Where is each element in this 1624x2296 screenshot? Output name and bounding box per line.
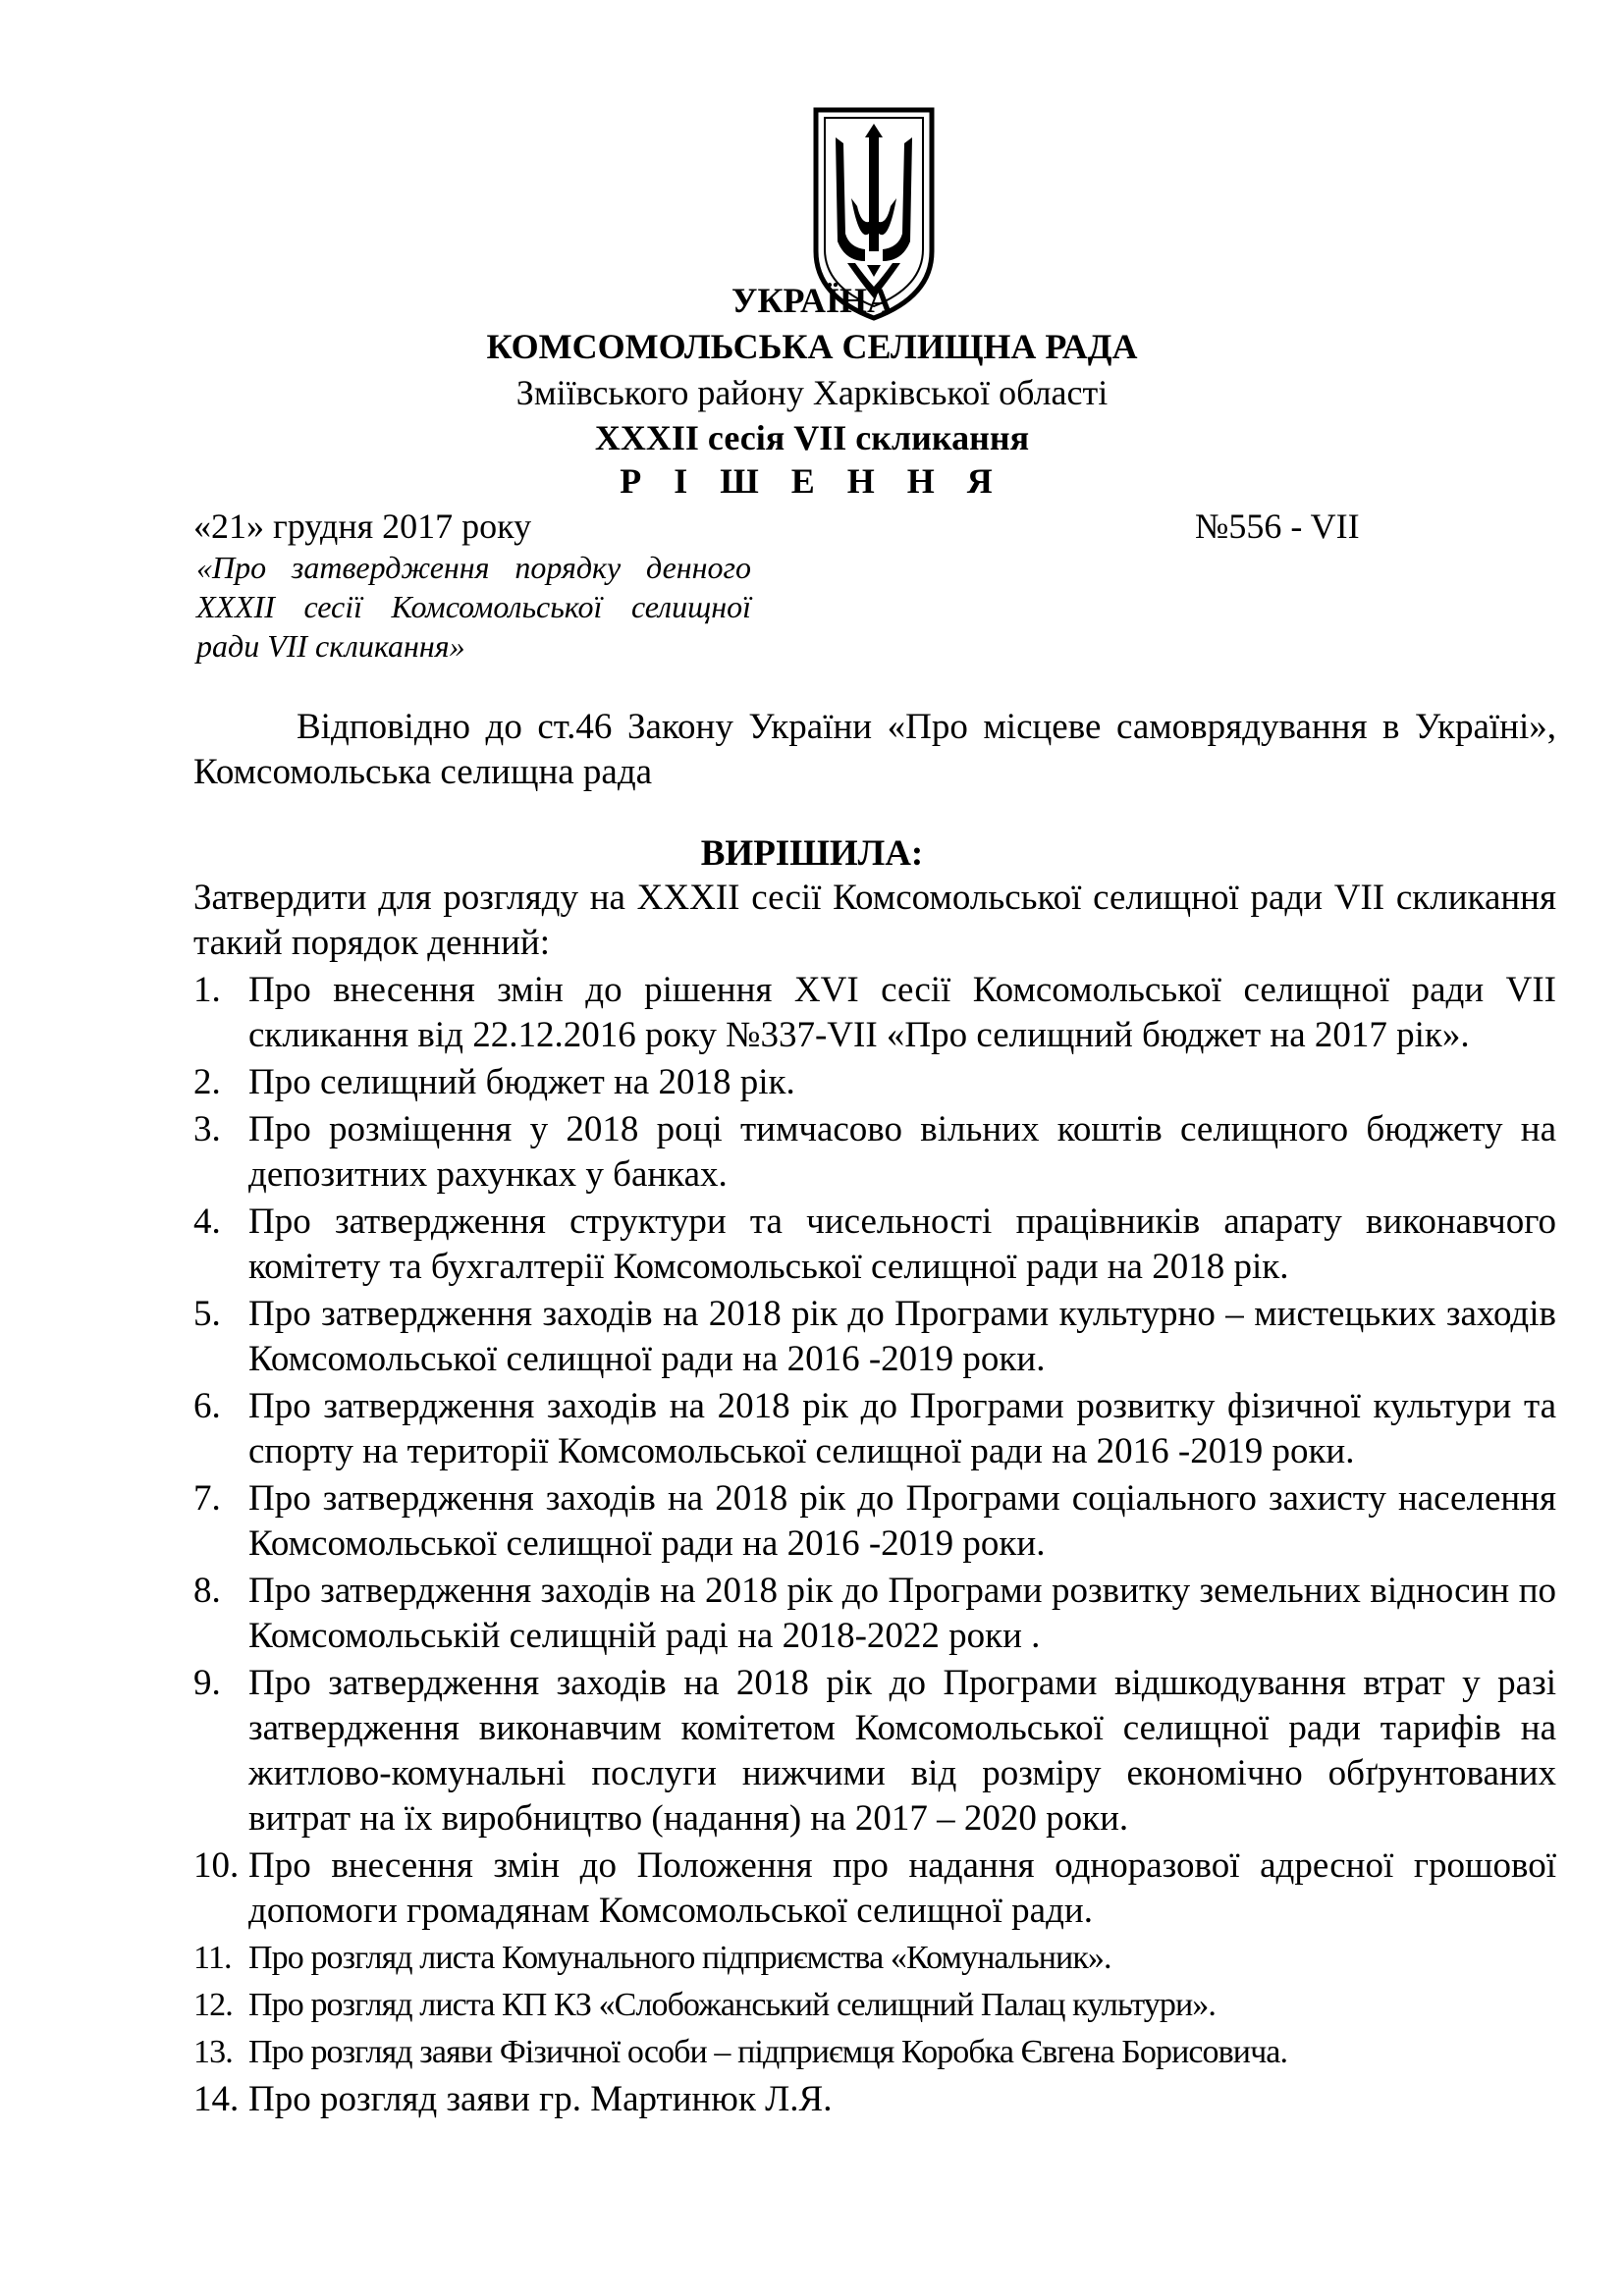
decision-number: №556 - VII xyxy=(1195,507,1360,546)
agenda-item xyxy=(193,1983,1556,2028)
agenda-item xyxy=(193,2077,1556,2122)
agenda-item-text: Про затвердження заходів на 2018 рік до Програми розвитку земельних відносин по Комсомольській селищній раді на 2018-2022 роки . xyxy=(248,1571,1556,1656)
agenda-item-text: Про селищний бюджет на 2018 рік. xyxy=(248,1062,795,1102)
agenda-item-text: Про затвердження структури та чисельності працівників апарату виконавчого комітету та бухгалтерії Комсомольської селищної ради на 2018 рік. xyxy=(248,1201,1556,1287)
agenda-item-text: Про затвердження заходів на 2018 рік до Програми розвитку фізичної культури та спорту на території Комсомольської селищної ради на 2016 -2019 роки. xyxy=(248,1386,1556,1471)
agenda-item-number: 12. xyxy=(193,1987,233,2023)
agenda-item-text: Про затвердження заходів на 2018 рік до Програми соціального захисту населення Комсомольської селищної ради на 2016 -2019 роки. xyxy=(248,1478,1556,1564)
agenda-item-number: 11. xyxy=(193,1940,232,1976)
decision-subject: «Про затвердження порядку денного XXXII сесії Комсомольської селищної ради VII скликання» xyxy=(196,550,751,664)
session-title: XXXII сесія VII скликання xyxy=(594,418,1030,457)
agenda-item-text: Про розміщення у 2018 році тимчасово вільних коштів селищного бюджету на депозитних рахунках у банках. xyxy=(248,1109,1556,1195)
agenda-item-text: Про затвердження заходів на 2018 рік до Програми культурно – мистецьких заходів Комсомольської селищної ради на 2016 -2019 роки. xyxy=(248,1294,1556,1379)
document-type-title: Р І Ш Е Н Н Я xyxy=(620,461,1004,501)
district-subtitle: Зміївського району Харківської області xyxy=(515,373,1109,412)
agenda-item-number: 4. xyxy=(193,1201,221,1242)
agenda-item xyxy=(193,968,1556,1058)
agenda-item-number: 10. xyxy=(193,1845,240,1886)
agenda-item-number: 13. xyxy=(193,2034,233,2070)
agenda-item-text: Про розгляд заяви гр. Мартинюк Л.Я. xyxy=(248,2079,833,2119)
agenda-item xyxy=(193,1569,1556,1659)
decision-date: «21» грудня 2017 року xyxy=(193,507,532,546)
agenda-item-text: Про внесення змін до рішення XVI сесії Комсомольської селищної ради VII скликання від 22.12.2016 року №337-VII «Про селищний бюджет на 2017 рік». xyxy=(248,970,1556,1055)
country-title: УКРАЇНА xyxy=(731,281,893,320)
council-title: КОМСОМОЛЬСЬКА СЕЛИЩНА РАДА xyxy=(486,327,1138,366)
agenda-item-number: 2. xyxy=(193,1062,221,1102)
agenda-item-number: 1. xyxy=(193,970,221,1010)
agenda-item xyxy=(193,1200,1556,1290)
agenda-item xyxy=(193,1936,1556,1981)
agenda-item xyxy=(193,2030,1556,2075)
agenda-item xyxy=(193,1292,1556,1382)
agenda-item-text: Про затвердження заходів на 2018 рік до Програми відшкодування втрат у разі затвердження виконавчим комітетом Комсомольської селищної ради тарифів на житлово-комунальні послуги нижчими від розміру економічно обґрунтованих витрат на їх виробництво (надання) на 2017 – 2020 роки. xyxy=(248,1663,1556,1839)
agenda-item-number: 8. xyxy=(193,1571,221,1611)
agenda-item-text: Про розгляд листа КП КЗ «Слобожанський селищний Палац культури». xyxy=(248,1987,1216,2023)
agenda-item-number: 7. xyxy=(193,1478,221,1519)
agenda-item-number: 5. xyxy=(193,1294,221,1334)
agenda-item-number: 9. xyxy=(193,1663,221,1703)
agenda-item-text: Про розгляд листа Комунального підприємства «Комунальник». xyxy=(248,1940,1111,1976)
agenda-item xyxy=(193,1476,1556,1567)
agenda-item xyxy=(193,1661,1556,1842)
agenda-item-number: 14. xyxy=(193,2079,240,2119)
agenda-item xyxy=(193,1107,1556,1198)
agenda-item-text: Про внесення змін до Положення про надання одноразової адресної грошової допомоги громадянам Комсомольської селищної ради. xyxy=(248,1845,1556,1931)
agenda-item xyxy=(193,1060,1556,1105)
agenda-item-number: 3. xyxy=(193,1109,221,1149)
agenda-list xyxy=(193,968,1556,2124)
agenda-item xyxy=(193,1384,1556,1474)
resolved-heading: ВИРІШИЛА: xyxy=(700,833,924,874)
agenda-item-text: Про розгляд заяви Фізичної особи – підприємця Коробка Євгена Борисовича. xyxy=(248,2034,1288,2070)
agenda-item xyxy=(193,1843,1556,1934)
preamble-paragraph: Відповідно до ст.46 Закону України «Про місцеве самоврядування в Україні», Комсомольська селищна рада xyxy=(193,707,1556,792)
intro-paragraph: Затвердити для розгляду на XXXII сесії Комсомольської селищної ради VII скликання такий порядок денний: xyxy=(193,878,1556,963)
agenda-item-number: 6. xyxy=(193,1386,221,1426)
